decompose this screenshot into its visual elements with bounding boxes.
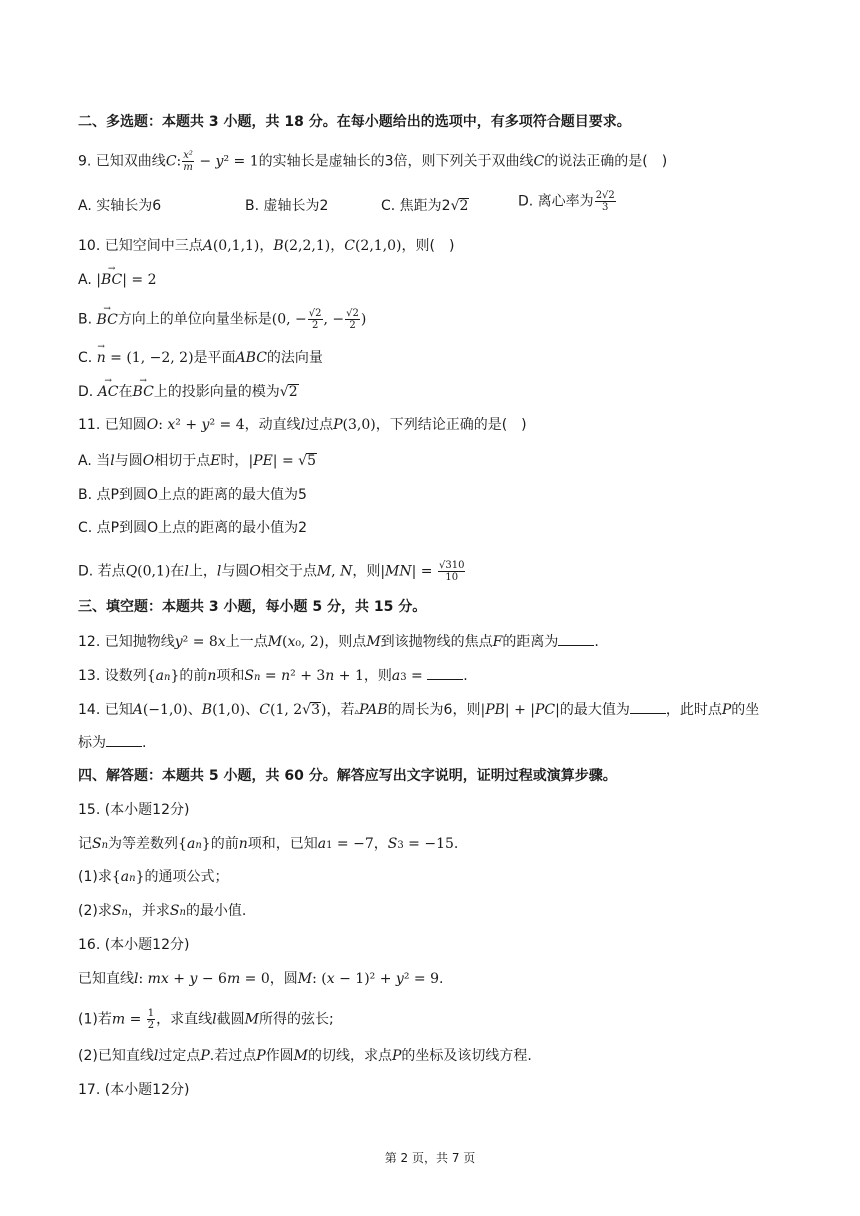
question-9: 9. 已知双曲线C: $\frac{\text{x²}}{m}$ − y² = 1的实轴长是虚轴长的3倍，则下列关于双曲线C的说法正确的是( ) — [78, 150, 668, 173]
option-a: A. 实轴长为6 — [78, 198, 162, 214]
question-17-heading: 17. (本小题12分) — [78, 1082, 190, 1098]
question-15-part-2: (2)求Sn，并求Sn的最小值. — [78, 903, 247, 919]
question-10-option-c: C. → n = (1, −2, 2)是平面ABC的法向量 — [78, 348, 323, 368]
question-14: 14. 已知A(−1,0)、B(1,0)、C(1, 2√3)，若▵PAB的周长为6，则|PB| + |PC|的最大值为 ，此时点P的坐 — [78, 699, 759, 722]
question-10-option-b: B. → BC方向上的单位向量坐标是(0, − $\frac{√2}{2}$ , − $\frac{√2}{2}$ ) — [78, 308, 366, 331]
answer-blank — [106, 732, 142, 747]
answer-blank — [630, 699, 666, 714]
section-multiple-choice-heading: 二、多选题：本题共 3 小题，共 18 分。在每小题给出的选项中，有多项符合题目要求。 — [78, 114, 631, 130]
question-14-continued: 标为 . — [78, 732, 146, 753]
section-solution-heading: 四、解答题：本题共 5 小题，共 60 分。解答应写出文字说明，证明过程或演算步骤。 — [78, 768, 617, 784]
question-15-stem: 记Sn为等差数列{an}的前n项和，已知a1 = −7，S3 = −15. — [78, 836, 459, 852]
answer-blank — [427, 665, 463, 680]
option-b: B. 虚轴长为2 — [245, 198, 329, 214]
question-10-option-a: A. |→ BC| = 2 — [78, 270, 156, 290]
question-11-option-b: B. 点P到圆O上点的距离的最大值为5 — [78, 487, 307, 503]
section-fill-in-heading: 三、填空题：本题共 3 小题，每小题 5 分，共 15 分。 — [78, 599, 427, 615]
page-footer: 第 2 页，共 7 页 — [384, 1151, 476, 1165]
option-c: C. 焦距为2√2 — [381, 198, 469, 214]
question-10-option-d: D. → AC在→ BC上的投影向量的模为√2 — [78, 382, 299, 402]
question-11-option-d: D. 若点Q(0,1)在l上，l与圆O相交于点M, N，则|MN| = $\frac{√310}{10}$ — [78, 560, 465, 583]
question-11: 11. 已知圆O: x² + y² = 4，动直线l过点P(3,0)，下列结论正确的是( ) — [78, 417, 527, 433]
question-11-option-c: C. 点P到圆O上点的距离的最小值为2 — [78, 520, 308, 536]
question-16-part-2: (2)已知直线l过定点P.若过点P作圆M的切线，求点P的坐标及该切线方程. — [78, 1048, 532, 1064]
question-11-option-a: A. 当l与圆O相切于点E时，|PE| = √5 — [78, 453, 316, 469]
question-15-part-1: (1)求{an}的通项公式； — [78, 869, 229, 885]
question-16-part-1: (1)若m = $\frac{1}{2}$ ，求直线l截圆M所得的弦长; — [78, 1008, 334, 1031]
question-13: 13. 设数列{an}的前n项和Sn = n² + 3n + 1，则a3 = . — [78, 665, 468, 688]
question-15-heading: 15. (本小题12分) — [78, 802, 190, 818]
question-10: 10. 已知空间中三点A(0,1,1)，B(2,2,1)，C(2,1,0)，则( ) — [78, 238, 455, 254]
answer-blank — [558, 631, 594, 646]
question-16-stem: 已知直线l: mx + y − 6m = 0，圆M: (x − 1)² + y² = 9. — [78, 971, 444, 987]
question-12: 12. 已知抛物线y² = 8x上一点M(x₀, 2)，则点M到该抛物线的焦点F的距离为 . — [78, 631, 599, 652]
option-d: D. 离心率为 $\frac{2√2}{3}$ — [518, 190, 615, 213]
question-16-heading: 16. (本小题12分) — [78, 937, 190, 953]
